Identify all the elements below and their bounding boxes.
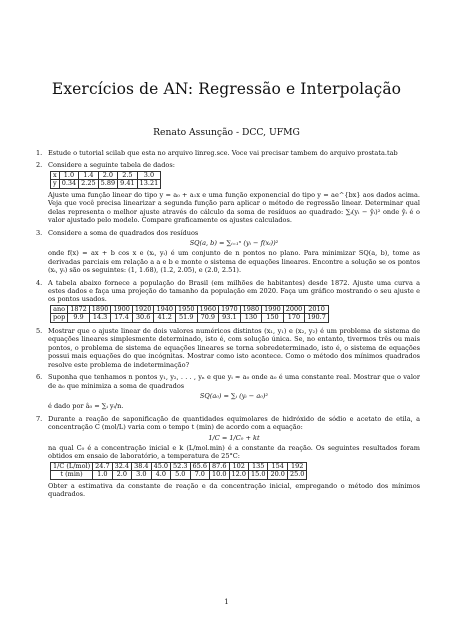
table-cell: pop	[51, 314, 68, 323]
page-number: 1	[224, 598, 229, 606]
exercise-3	[36, 229, 420, 275]
table-cell: 13.21	[137, 180, 161, 189]
table-cell: 1990	[262, 305, 284, 314]
table-cell: 1890	[89, 305, 111, 314]
table-cell: 1900	[111, 305, 133, 314]
table-cell: 38.4	[132, 462, 151, 471]
item-number: 3.	[36, 228, 43, 237]
table-cell: 192	[287, 462, 306, 471]
table-cell: 5.0	[171, 471, 190, 480]
item-number: 6.	[36, 373, 43, 382]
table-cell: 51.9	[175, 314, 197, 323]
table-cell: 2.25	[79, 180, 98, 189]
table-cell: 17.4	[111, 314, 133, 323]
table-cell: ano	[51, 305, 68, 314]
table-cell: 3.0	[137, 171, 161, 180]
table-cell: 5.89	[98, 180, 117, 189]
data-table-population	[50, 305, 329, 323]
table-cell: 1.0	[59, 171, 78, 180]
table-cell: 1960	[197, 305, 219, 314]
table-cell: t (min)	[51, 471, 93, 480]
table-cell: 1920	[132, 305, 154, 314]
table-cell: 170	[283, 314, 305, 323]
table-cell: 45.0	[151, 462, 170, 471]
item-number: 1.	[36, 149, 43, 157]
table-cell: 9.41	[118, 180, 137, 189]
item-number: 7.	[36, 414, 43, 423]
item-text: onde f(x) = ax + b cos x e (xᵢ, yᵢ) é um conjunto de n pontos no plano. Para minimizar SQ(a, b), tome as derivadas parciais em relação a a e b e monte o sistema de equações lineares. Encontre a solução se os pontos (xᵢ, yᵢ) são os seguintes: (1, 1.68), (1.2, 2.05), e (2.0, 2.51).	[48, 249, 420, 275]
item-number: 5.	[36, 327, 43, 336]
item-number: 4.	[36, 278, 43, 287]
table-cell: 2000	[283, 305, 305, 314]
item-outro: Obter a estimativa da constante de reação e da concentração inicial, empregando o método dos mínimos quadrados.	[48, 481, 420, 499]
table-cell: 2010	[305, 305, 329, 314]
table-cell: 130	[240, 314, 262, 323]
exercise-5	[36, 327, 420, 369]
item-number: 2.	[36, 161, 43, 170]
table-cell: 87.6	[210, 462, 229, 471]
table-cell: 70.9	[197, 314, 219, 323]
table-cell: 2.0	[98, 171, 117, 180]
item-intro: Durante a reação de saponificação de quantidades equimolares de hidróxido de sódio e acetato de etila, a concentração C (mol/L) varia com o tempo t (min) de acordo com a equação:	[48, 414, 420, 432]
data-table-reaction	[50, 462, 307, 480]
item-text: Mostrar que o ajuste linear de dois valores numéricos distintos (x₁, y₁) e (x₂, y₂) é um problema de sistema de equações lineares simplesmente determinado, isto é, com solução única. Se, no entanto, tivermos três ou mais pontos, o problema de sistema de equações lineares se torna sobredeterminado, isto é, o sistema de equações possui mais equações do que incógnitas. Mostrar como isto acontece. Como o método dos mínimos quadrados resolve este problema de indeterminação?	[48, 327, 420, 369]
exercise-7	[36, 415, 420, 499]
table-cell: y	[51, 180, 60, 189]
page-title: Exercícios de AN: Regressão e Interpolação	[51, 80, 402, 98]
table-cell: 93.1	[219, 314, 241, 323]
equation: SQ(a₀) = ∑ᵢ (yᵢ − a₀)²	[199, 391, 269, 400]
table-cell: 1/C (L/mol)	[51, 462, 93, 471]
table-cell: 1.0	[93, 471, 112, 480]
table-cell: 7.0	[190, 471, 209, 480]
table-cell: 1980	[240, 305, 262, 314]
table-cell: 1.4	[79, 171, 98, 180]
data-table-xy	[50, 171, 161, 189]
table-cell: 24.7	[93, 462, 112, 471]
table-cell: 41.2	[154, 314, 176, 323]
table-cell: 135	[248, 462, 267, 471]
table-cell: 30.6	[132, 314, 154, 323]
item-intro: A tabela abaixo fornece a população do Brasil (em milhões de habitantes) desde 1872. Ajuste uma curva a estes dados e faça uma projeção do tamanho da população em 2020. Faça um gráfico mostrando o seu ajuste e os pontos usados.	[48, 278, 420, 304]
equation: 1/C = 1/C₀ + kt	[208, 433, 260, 442]
table-cell: 2.0	[112, 471, 131, 480]
table-cell: 14.3	[89, 314, 111, 323]
item-text: é dado por â₀ = ∑ᵢ yᵢ/n.	[48, 402, 124, 411]
item-text: Estude o tutorial scilab que esta no arquivo linreg.sce. Voce vai precisar tambem do arquivo prostata.tab	[48, 149, 398, 157]
table-cell: 25.0	[287, 471, 306, 480]
table-cell: 4.0	[151, 471, 170, 480]
table-cell: 1940	[154, 305, 176, 314]
table-cell: 12.0	[229, 471, 248, 480]
item-intro: Considere a seguinte tabela de dados:	[48, 161, 175, 170]
exercise-2	[36, 161, 420, 224]
table-cell: 2.5	[118, 171, 137, 180]
table-cell: 190.7	[305, 314, 329, 323]
equation: SQ(a, b) = ∑ᵢ₌₁ⁿ (yᵢ − f(xᵢ))²	[189, 239, 279, 248]
table-cell: 65.6	[190, 462, 209, 471]
table-cell: 154	[268, 462, 287, 471]
table-cell: 1950	[175, 305, 197, 314]
item-text: na qual C₀ é a concentração inicial e k (L/mol.min) é a constante da reação. Os seguintes resultados foram obtidos em ensaio de laboratório, a temperatura de 25°C:	[48, 443, 420, 461]
author-line: Renato Assunção - DCC, UFMG	[153, 127, 300, 138]
table-cell: 1872	[68, 305, 90, 314]
item-intro: Suponha que tenhamos n pontos y₁, y₂, . . . , yₙ e que yᵢ ≈ a₀ onde a₀ é uma constante real. Mostrar que o valor de a₀ que minimiza a soma de quadrados	[48, 373, 420, 390]
table-cell: 20.0	[268, 471, 287, 480]
table-cell: x	[51, 171, 60, 180]
table-cell: 10.0	[210, 471, 229, 480]
item-text: Ajuste uma função linear do tipo y = a₀ + a₁x e uma função exponencial do tipo y = ae^{bx} aos dados acima. Veja que você precisa linearizar a segunda função para aplicar o método de regressão linear. Determinar qual delas representa o melhor ajuste através do cálculo da soma de resíduos ao quadrado: ∑ᵢ(yᵢ − ŷᵢ)² onde ŷᵢ é o valor ajustado pelo modelo. Compare graficamente os ajustes calculados.	[48, 191, 420, 225]
item-intro: Considere a soma de quadrados dos resíduos	[48, 228, 199, 237]
exercise-list	[36, 149, 420, 503]
table-cell: 32.4	[112, 462, 131, 471]
table-cell: 0.34	[59, 180, 78, 189]
table-cell: 52.3	[171, 462, 190, 471]
table-cell: 1970	[219, 305, 241, 314]
table-cell: 150	[262, 314, 284, 323]
exercise-4	[36, 279, 420, 323]
exercise-6	[36, 373, 420, 411]
exercise-1	[36, 149, 420, 157]
table-cell: 15.0	[248, 471, 267, 480]
table-cell: 102	[229, 462, 248, 471]
table-cell: 9.9	[68, 314, 90, 323]
table-cell: 3.0	[132, 471, 151, 480]
